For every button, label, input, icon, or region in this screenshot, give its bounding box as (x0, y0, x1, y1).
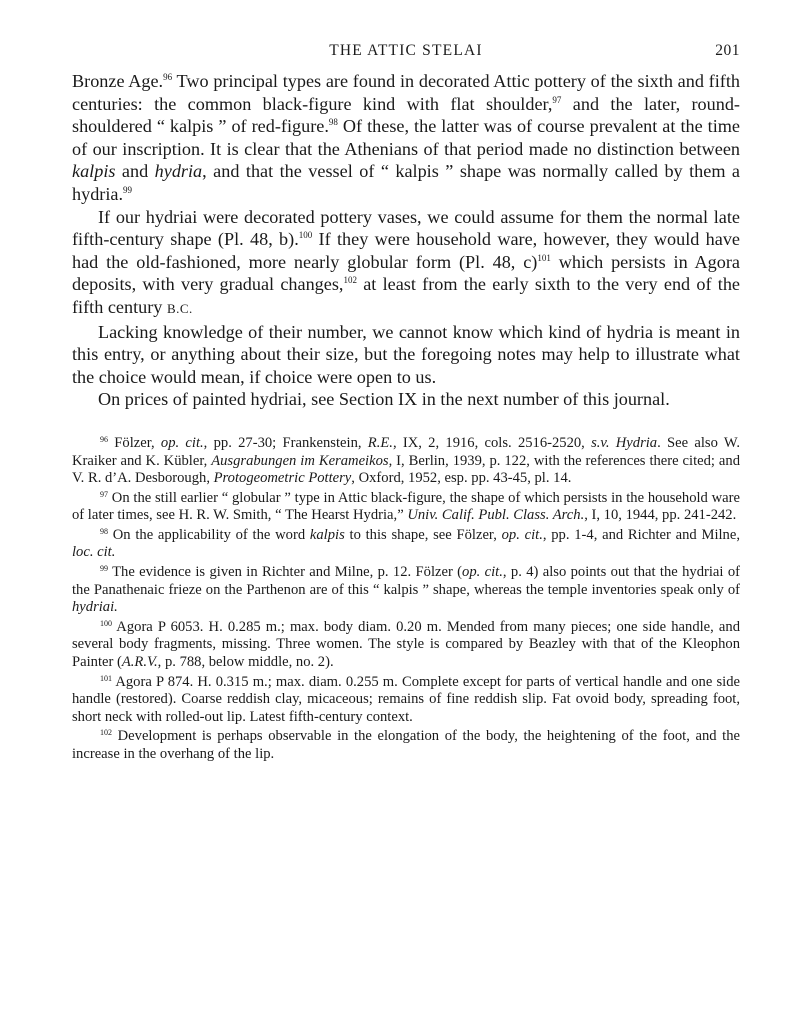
text-run: , IX, 2, 1916, cols. 2516-2520, (392, 434, 592, 451)
page (72, 38, 740, 766)
footnote-99 (72, 564, 740, 617)
text-run: , p. 788, below middle, no. 2). (157, 654, 334, 671)
footnote-number: 96 (100, 434, 108, 444)
italic-title: Protogeometric Pottery (213, 470, 352, 487)
footnote-ref-100[interactable]: 100 (298, 230, 313, 241)
italic-term: op. cit. (160, 434, 204, 451)
running-head (72, 38, 740, 64)
paragraph-4: On prices of painted hydriai, see Section IX in the next number of this journal. (98, 389, 670, 410)
italic-term: op. cit. (501, 526, 543, 543)
text-run: On the applicability of the word (108, 526, 310, 543)
footnote-number: 100 (100, 618, 112, 628)
body-text (72, 70, 740, 411)
italic-title: Ausgrabungen im Kerameikos (211, 452, 389, 469)
paragraph-1 (72, 70, 740, 206)
text-run: Development is perhaps observable in the elongation of the body, the heightening of the foot, and the increase in the overhang of the lip. (72, 728, 740, 762)
italic-term: s.v. Hydria (591, 434, 658, 451)
text-run: , pp. 27-30; Frankenstein, (203, 434, 368, 451)
italic-title: Univ. Calif. Publ. Class. Arch. (407, 507, 585, 524)
footnote-96 (72, 435, 740, 488)
italic-term: hydria (154, 161, 203, 182)
italic-term: kalpis (72, 161, 116, 182)
text-run: If they were household ware, however, they would have had the old-fashioned, more nearly globular form (Pl. 48, c) (72, 229, 740, 272)
text-run: . See also W. Kraiker and K. Kübler, (72, 434, 740, 469)
small-caps-era: B.C. (166, 300, 193, 316)
text-run: , I, 10, 1944, pp. 241-242. (584, 507, 737, 524)
text-run: , pp. 1-4, and Richter and Milne, (542, 526, 740, 543)
footnotes (72, 435, 740, 764)
italic-term: loc. cit. (72, 544, 116, 561)
text-run: which persists in Agora deposits, with very gradual changes, (72, 251, 740, 295)
footnote-number: 102 (100, 728, 112, 738)
footnote-number: 99 (100, 564, 108, 574)
footnote-102 (72, 728, 740, 763)
footnote-ref-101[interactable]: 101 (537, 252, 551, 263)
footnote-ref-96[interactable]: 96 (163, 72, 173, 82)
text-run: On the still earlier “ globular ” type in Attic black-figure, the shape of which persists in the household ware of later times, see H. R. W. Smith, “ The Hearst Hydria,” (72, 489, 740, 524)
page-number: 201 (715, 42, 740, 59)
footnote-97 (72, 490, 740, 525)
footnote-ref-98[interactable]: 98 (328, 117, 338, 128)
footnote-ref-99[interactable]: 99 (123, 184, 133, 195)
footnote-ref-102[interactable]: 102 (343, 275, 357, 286)
text-run: and (115, 161, 155, 182)
text-run: Of these, the latter was of course prevalent at the time of our inscription. It is clear that the Athenians of that period made no distinction between (72, 116, 741, 159)
text-run: Two principal types are found in decorated Attic pottery of the sixth and fifth centuries: the common black-figure kind with flat shoulder, (72, 71, 740, 114)
text-run: , p. 4) also points out that the hydriai of the Panathenaic frieze on the Parthenon are of this “ kalpis ” shape, whereas the temple inventories speak only of (72, 564, 740, 598)
footnote-number: 97 (100, 489, 108, 499)
paragraph-3: Lacking knowledge of their number, we cannot know which kind of hydria is meant in this entry, or anything about their size, but the foregoing notes may help to illustrate what the choice would mean, if choice were open to us. (72, 321, 740, 387)
paragraph-2 (72, 206, 740, 321)
italic-term: op. cit. (462, 564, 503, 581)
footnote-ref-97[interactable]: 97 (552, 94, 562, 105)
text-run: Agora P 6053. H. 0.285 m.; max. body diam. 0.20 m. Mended from many pieces; one side handle, and several body fragments, missing. Three women. The style is compared by Beazley with that of the Kleophon Painter ( (72, 618, 740, 671)
text-run: If our hydriai were decorated pottery vases, we could assume for them the normal late fifth-century shape (Pl. 48, b). (72, 206, 740, 250)
text-run: , I, Berlin, 1939, p. 122, with the references there cited; and V. R. d’A. Desborough, (72, 452, 740, 487)
footnote-101 (72, 674, 740, 727)
footnote-100 (72, 619, 740, 672)
text-run: , and that the vessel of “ kalpis ” shape was normally called by them a hydria. (72, 161, 741, 204)
text-run: Fölzer, (108, 434, 161, 451)
running-title: THE ATTIC STELAI (329, 42, 483, 59)
text-run: Bronze Age. (72, 71, 164, 91)
text-run: , Oxford, 1952, esp. pp. 43-45, pl. 14. (351, 470, 572, 487)
footnote-number: 98 (100, 526, 108, 536)
footnote-98 (72, 527, 740, 562)
text-run: at least from the early sixth to the very end of the fifth century (72, 274, 740, 317)
text-run: and the later, round-shouldered “ kalpis ” of red-figure. (72, 93, 740, 137)
text-run: to this shape, see Fölzer, (344, 526, 502, 543)
italic-term: A.R.V. (121, 654, 158, 671)
italic-term: R.E. (367, 434, 393, 451)
footnote-number: 101 (100, 673, 112, 683)
text-run: The evidence is given in Richter and Milne, p. 12. Fölzer ( (108, 564, 463, 581)
text-run: Agora P 874. H. 0.315 m.; max. diam. 0.255 m. Complete except for parts of vertical handle and one side handle (restored). Coarse reddish clay, micaceous; remains of fine reddish slip. Fat ovoid body, spreading foot, short neck with rolled-out lip. Latest fifth-century context. (72, 673, 740, 725)
italic-term: hydriai. (72, 599, 118, 616)
italic-term: kalpis (309, 526, 345, 543)
